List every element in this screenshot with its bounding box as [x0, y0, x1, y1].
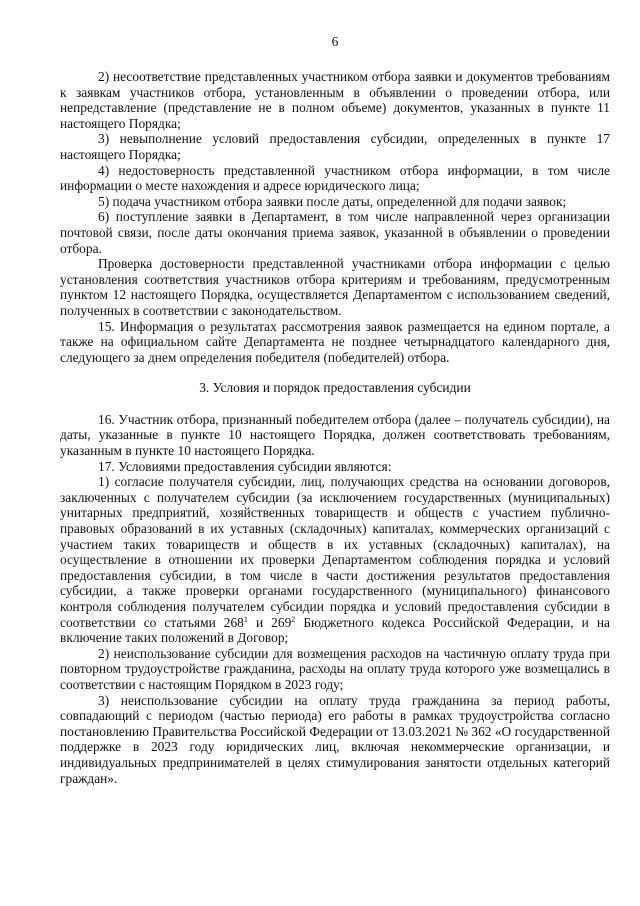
page-number: 6 [331, 34, 339, 49]
superscript: 2 [291, 614, 296, 624]
paragraph: 6) поступление заявки в Департамент, в том числе направленной через организации почтовой связи, после даты окончания приема заявок, указанной в объявлении о проведении отбора. [60, 209, 610, 256]
paragraph-text: и 269 [247, 614, 292, 630]
paragraph: 3) невыполнение условий предоставления субсидии, определенных в пункте 17 настоящего Порядка; [60, 131, 610, 162]
section-heading: 3. Условия и порядок предоставления субсидии [199, 380, 471, 396]
paragraph-text: Бюджетного кодекса Российской Федерации, и на включение таких положений в Договор; [60, 614, 610, 646]
paragraph: 15. Информация о результатах рассмотрения заявок размещается на едином портале, а также на официальном сайте Департамента не позднее четырнадцатого календарного дня, следующего за днем определения победителя (победителей) отбора. [60, 318, 610, 365]
paragraph: 2) несоответствие представленных участником отбора заявки и документов требованиям к заявкам участников отбора, установленным в объявлении о проведении отбора, или непредставление (представление не в полном объеме) документов, указанных в пункте 11 настоящего Порядка; [60, 69, 610, 131]
paragraph: 4) недостоверность представленной участником отбора информации, в том числе информации о месте нахождения и адресе юридического лица; [60, 162, 610, 194]
paragraph: 2) неиспользование субсидии для возмещения расходов на частичную оплату труда при повторном трудоустройстве гражданина, расходы на оплату труда которого уже возмещались в соответствии с настоящим Порядком в 2023 году; [60, 645, 610, 692]
paragraph: 16. Участник отбора, признанный победителем отбора (далее – получатель субсидии), на даты, указанные в пункте 10 настоящего Порядка, должен соответствовать требованиям, указанным в пункте 10 настоящего Порядка. [60, 411, 610, 459]
superscript: 1 [243, 614, 248, 624]
paragraph: 5) подача участником отбора заявки после даты, определенной для подачи заявок; [98, 193, 567, 209]
paragraph: Проверка достоверности представленной участниками отбора информации с целью установления соответствия участников отбора критериям и требованиям, предусмотренным пунктом 12 настоящего Порядка, осуществляется Департаментом с использованием сведений, полученных в соответствии с законодательством. [60, 256, 610, 318]
paragraph: 17. Условиями предоставления субсидии являются: [98, 458, 392, 474]
document-body [60, 69, 610, 786]
paragraph [60, 474, 610, 646]
paragraph: 3) неиспользование субсидии на оплату труда гражданина за период работы, совпадающий с периодом (частью периода) его работы в рамках трудоустройства согласно постановлению Правительства Российской Федерации от 13.03.2021 № 362 «О государственной поддержке в 2023 году юридических лиц, включая некоммерческие организации, и индивидуальных предпринимателей в целях стимулирования занятости отдельных категорий граждан». [60, 692, 610, 786]
paragraph-text: 1) согласие получателя субсидии, лиц, получающих средства на основании договоров, заключенных с получателем субсидии (за исключением государственных (муниципальных) унитарных предприятий, хозяйственных товариществ и обществ с участием публично-правовых образований в их уставных (складочных) капиталах, коммерческих организаций с участием таких товариществ и обществ в их уставных (складочных) капиталах), на осуществление в отношении их проверки Департаментом соблюдения порядка и условий предоставления субсидии, в том числе в части достижения результатов предоставления субсидии, а также проверки органами государственного (муниципального) финансового контроля соблюдения получателем субсидии порядка и условий предоставления субсидии в соответствии со статьями 268 [60, 474, 610, 630]
